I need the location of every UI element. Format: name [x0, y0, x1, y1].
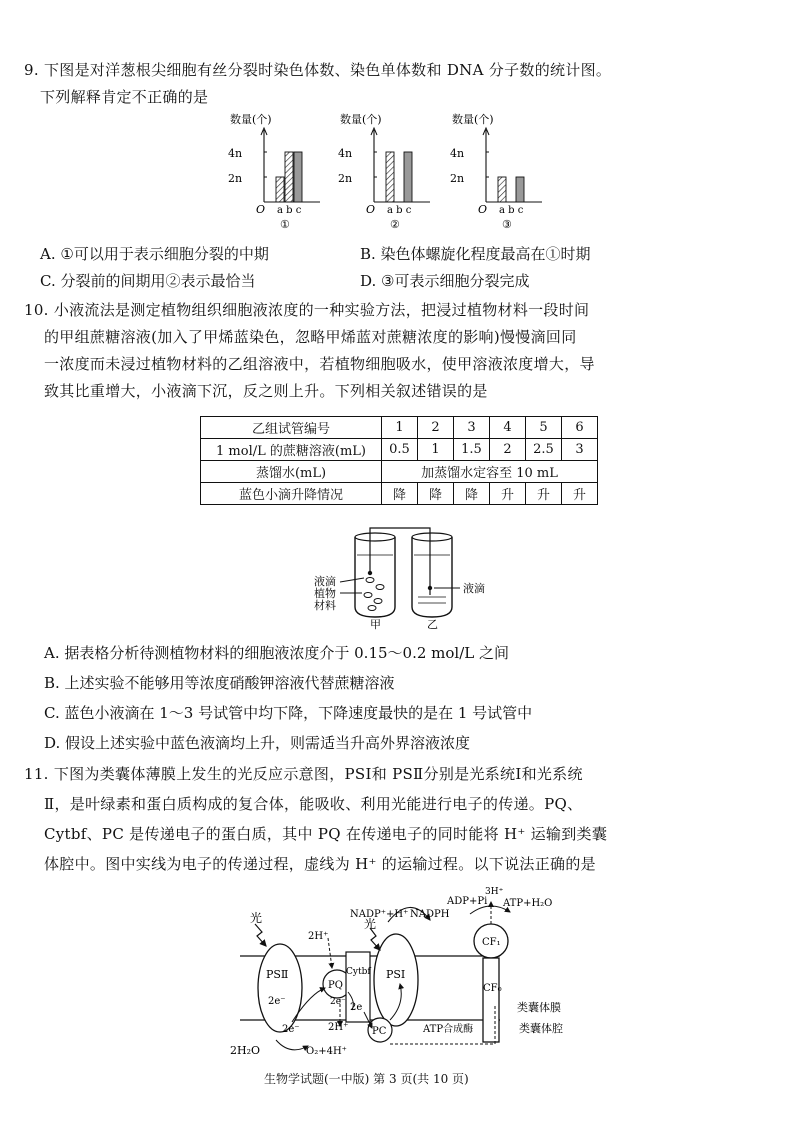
label-droplet-right: 液滴 [463, 582, 485, 595]
q9-option-c: C. 分裂前的间期用②表示最恰当 [40, 272, 256, 290]
table-row-label: 蒸馏水(mL) [201, 461, 382, 483]
chart-bar-c [404, 152, 412, 202]
label-2h-top: 2H⁺ [308, 931, 329, 942]
label-h2o: 2H₂O [230, 1044, 261, 1057]
label-light-2: 光 [364, 917, 377, 931]
q9-option-b: B. 染色体螺旋化程度最高在①时期 [360, 245, 591, 263]
label-pc: PC [372, 1026, 387, 1037]
q11-stem-line4: 体腔中。图中实线为电子的传递过程，虚线为 H⁺ 的运输过程。以下说法正确的是 [44, 855, 596, 873]
table-row [201, 461, 598, 483]
chart3-tick-4n: 4n [450, 147, 465, 160]
chart-panel-1 [228, 112, 320, 231]
label-plant: 植物 [314, 587, 336, 600]
q10-option-c: C. 蓝色小液滴在 1～3 号试管中均下降，下降速度最快的是在 1 号试管中 [44, 704, 533, 722]
q10-option-d: D. 假设上述实验中蓝色液滴均上升，则需适当升高外界溶液浓度 [44, 734, 471, 752]
table-row [201, 417, 598, 439]
label-2e-a: 2e⁻ [268, 996, 286, 1007]
label-o2: O₂+4H⁺ [306, 1046, 347, 1057]
q9-stem-line1: 9. 下图是对洋葱根尖细胞有丝分裂时染色体数、染色单体数和 DNA 分子数的统计图。 [24, 61, 612, 79]
q10-option-b: B. 上述实验不能够用等浓度硝酸钾溶液代替蔗糖溶液 [44, 674, 395, 692]
table-cell: 升 [490, 483, 526, 505]
table-cell: 降 [454, 483, 490, 505]
table-cell: 3 [562, 439, 598, 461]
q10-stem-line4: 致其比重增大，小液滴下沉，反之则上升。下列相关叙述错误的是 [44, 382, 488, 400]
chart1-tick-2n: 2n [228, 172, 243, 185]
chart1-abc: a b c [277, 205, 302, 216]
q9-bar-charts [220, 108, 560, 238]
table-row-label: 1 mol/L 的蔗糖溶液(mL) [201, 439, 382, 461]
label-lumen: 类囊体腔 [519, 1022, 563, 1035]
table-row-label: 蓝色小滴升降情况 [201, 483, 382, 505]
q11-stem-line2: Ⅱ，是叶绿素和蛋白质构成的复合体，能吸收、利用光能进行电子的传递。PQ、 [44, 795, 583, 813]
label-2h-bottom: 2H⁺ [328, 1022, 349, 1033]
table-cell: 5 [526, 417, 562, 439]
table-cell: 6 [562, 417, 598, 439]
label-jia: 甲 [370, 618, 381, 630]
table-cell: 降 [382, 483, 418, 505]
chart2-panel: ② [390, 218, 400, 231]
chart-bar-a [386, 152, 394, 202]
test-tube-figure [300, 525, 520, 630]
label-2e-c: 2e [350, 1002, 363, 1013]
chart3-abc: a b c [499, 205, 524, 216]
sucrose-table [200, 416, 598, 505]
chart2-abc: a b c [387, 205, 412, 216]
chart1-panel: ① [280, 218, 290, 231]
q9-option-a: A. ①可以用于表示细胞分裂的中期 [40, 245, 269, 263]
label-yi: 乙 [427, 618, 438, 630]
q10-stem-line3: 一浓度而未浸过植物材料的乙组溶液中，若植物细胞吸水，使甲溶液浓度增大，导 [44, 355, 595, 373]
table-cell: 升 [562, 483, 598, 505]
table-cell: 2 [418, 417, 454, 439]
label-atp: ATP+H₂O [503, 898, 553, 909]
label-membrane: 类囊体膜 [517, 1001, 561, 1014]
chart3-tick-2n: 2n [450, 172, 465, 185]
chart-panel-2 [338, 112, 430, 231]
table-cell: 0.5 [382, 439, 418, 461]
q10-stem-line2: 的甲组蔗糖溶液(加入了甲烯蓝染色，忽略甲烯蓝对蔗糖浓度的影响)慢慢滴回同 [44, 328, 577, 346]
chart1-ylabel: 数量(个) [230, 113, 272, 126]
chart-bar-c [516, 177, 524, 202]
table-cell: 2 [490, 439, 526, 461]
q9-stem-line2: 下列解释肯定不正确的是 [40, 88, 209, 106]
table-cell: 升 [526, 483, 562, 505]
table-row-label: 乙组试管编号 [201, 417, 382, 439]
label-cytbf: Cytbf [346, 967, 371, 977]
chart-bar-c [294, 152, 302, 202]
label-material: 材料 [314, 599, 336, 612]
table-cell: 降 [418, 483, 454, 505]
table-merged-cell: 加蒸馏水定容至 10 mL [382, 461, 598, 483]
chart3-origin: O [478, 203, 488, 216]
label-3h: 3H⁺ [485, 887, 504, 897]
table-cell: 1 [382, 417, 418, 439]
label-2e-d: 2e⁻ [282, 1024, 300, 1035]
chart-bar-b [285, 152, 293, 202]
chart1-origin: O [256, 203, 266, 216]
label-cf0: CF₀ [483, 983, 502, 994]
q11-stem-line3: Cytbf、PC 是传递电子的蛋白质，其中 PQ 在传递电子的同时能将 H⁺ 运输到类囊 [44, 825, 608, 843]
chart-bar-a [276, 177, 284, 202]
label-psii: PSⅡ [266, 968, 289, 981]
table-cell: 2.5 [526, 439, 562, 461]
chart2-origin: O [366, 203, 376, 216]
chart3-ylabel: 数量(个) [452, 113, 494, 126]
chart2-tick-4n: 4n [338, 147, 353, 160]
q11-stem-line1: 11. 下图为类囊体薄膜上发生的光反应示意图，PSⅠ和 PSⅡ分别是光系统Ⅰ和光系统 [24, 765, 583, 783]
label-psi: PSⅠ [386, 968, 406, 981]
label-atp-synthase: ATP合成酶 [423, 1024, 474, 1035]
table-row [201, 483, 598, 505]
label-nadp: NADP⁺+H⁺ [350, 909, 409, 920]
label-adp: ADP+Pi [447, 896, 488, 907]
table-cell: 4 [490, 417, 526, 439]
q10-stem-line1: 10. 小液流法是测定植物组织细胞液浓度的一种实验方法，把浸过植物材料一段时间 [24, 301, 590, 319]
q9-option-d: D. ③可表示细胞分裂完成 [360, 272, 530, 290]
chart-panel-3 [450, 112, 542, 231]
label-cf1: CF₁ [482, 937, 501, 948]
label-droplet-left: 液滴 [314, 575, 336, 588]
table-row [201, 439, 598, 461]
q10-option-a: A. 据表格分析待测植物材料的细胞液浓度介于 0.15～0.2 mol/L 之间 [44, 644, 509, 662]
light-reaction-diagram [200, 884, 620, 1064]
page-footer: 生物学试题(一中版) 第 3 页(共 10 页) [264, 1072, 469, 1086]
label-pq: PQ [328, 980, 343, 991]
chart-bar-a [498, 177, 506, 202]
chart1-tick-4n: 4n [228, 147, 243, 160]
table-cell: 3 [454, 417, 490, 439]
table-cell: 1 [418, 439, 454, 461]
chart3-panel: ③ [502, 218, 512, 231]
label-2e-b: 2e⁻ [330, 997, 346, 1007]
chart2-tick-2n: 2n [338, 172, 353, 185]
chart2-ylabel: 数量(个) [340, 113, 382, 126]
label-light-1: 光 [250, 911, 263, 925]
table-cell: 1.5 [454, 439, 490, 461]
label-nadph: NADPH [410, 909, 450, 920]
